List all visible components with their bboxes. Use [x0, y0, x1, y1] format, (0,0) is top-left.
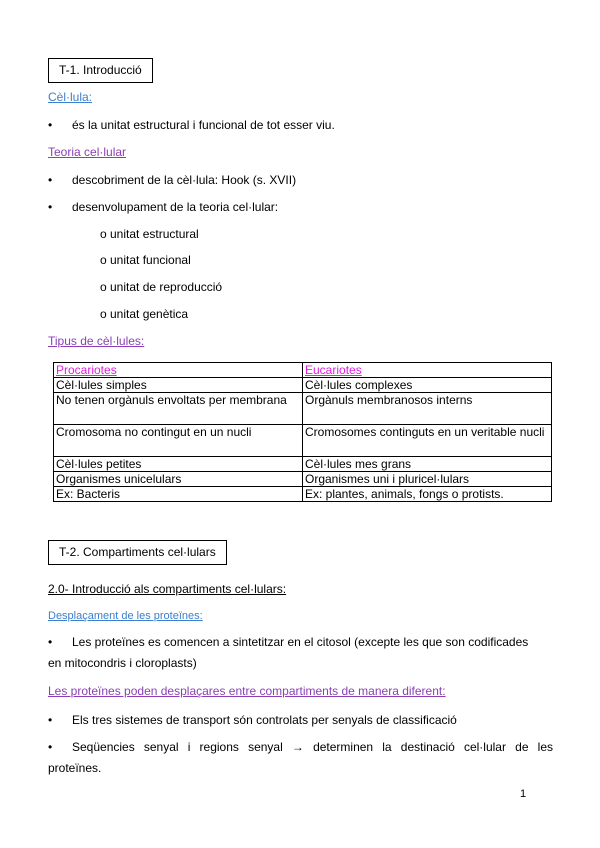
bullet-text: desenvolupament de la teoria cel·lular: [72, 200, 279, 214]
table-row [54, 472, 552, 487]
bullet-text-line2: proteïnes. [48, 761, 102, 775]
bullet-marker: • [48, 740, 53, 754]
section-title-t2: T-2. Compartiments cel·lulars [59, 545, 216, 559]
table-cell: Cèl·lules petites [54, 457, 303, 472]
sub-item-functional: o unitat funcional [100, 253, 191, 267]
bullet-text: descobriment de la cèl·lula: Hook (s. XVII) [72, 173, 297, 187]
table-cell: Cromosomes continguts en un veritable nucli [303, 425, 552, 457]
section-title-box-t1 [48, 58, 153, 83]
heading-protein-movement: Les proteïnes poden desplaçares entre compartiments de manera diferent: [48, 684, 446, 698]
bullet-text-line2: en mitocondris i cloroplasts) [48, 656, 197, 670]
table-cell: Organismes unicelulars [54, 472, 303, 487]
table-cell: Orgànuls membranosos interns [303, 393, 552, 425]
sub-item-reproduction: o unitat de reproducció [100, 280, 223, 294]
table-row [54, 487, 552, 502]
header-eukaryotes: Eucariotes [303, 363, 552, 378]
table-cell: Organismes uni i pluricel·lulars [303, 472, 552, 487]
bullet-theory-discovery [48, 172, 568, 188]
bullet-theory-development [48, 199, 568, 215]
bullet-text-line1: Seqüencies senyal i regions senyal → determinen la destinació cel·lular de les [72, 740, 553, 754]
heading-cell: Cèl·lula: [48, 90, 93, 104]
table-cell: No tenen orgànuls envoltats per membrana [54, 393, 303, 425]
bullet-protein-synthesis [48, 632, 568, 674]
heading-protein-displacement: Desplaçament de les proteïnes: [48, 610, 203, 622]
table-row [54, 425, 552, 457]
bullet-transport-systems [48, 712, 568, 728]
table-row [54, 457, 552, 472]
table-cell: Cèl·lules complexes [303, 378, 552, 393]
bullet-marker: • [48, 713, 53, 727]
bullet-signal-sequences [48, 737, 553, 779]
table-cell: Ex: Bacteris [54, 487, 303, 502]
heading-section-2-0: 2.0- Introducció als compartiments cel·lulars: [48, 582, 287, 596]
bullet-marker: • [48, 200, 53, 214]
section-title-box-t2 [48, 540, 227, 565]
bullet-cell-definition [48, 117, 568, 133]
cell-types-table [53, 362, 552, 502]
heading-cell-theory: Teoria cel·lular [48, 145, 127, 159]
header-prokaryotes: Procariotes [54, 363, 303, 378]
table-cell: Cèl·lules mes grans [303, 457, 552, 472]
bullet-marker: • [48, 635, 53, 649]
section-title-t1: T-1. Introducció [59, 63, 142, 77]
bullet-text-line1: Les proteïnes es comencen a sintetitzar en el citosol (excepte les que son codificades [72, 635, 529, 649]
table-cell: Cromosoma no contingut en un nucli [54, 425, 303, 457]
table-cell: Ex: plantes, animals, fongs o protists. [303, 487, 552, 502]
table-row [54, 378, 552, 393]
sub-item-genetic: o unitat genètica [100, 307, 189, 321]
table-cell: Cèl·lules simples [54, 378, 303, 393]
heading-cell-types: Tipus de cèl·lules: [48, 334, 145, 348]
table-header-row [54, 363, 552, 378]
bullet-marker: • [48, 118, 53, 132]
bullet-marker: • [48, 173, 53, 187]
bullet-text: Els tres sistemes de transport són controlats per senyals de classificació [72, 713, 457, 727]
sub-item-structural: o unitat estructural [100, 227, 199, 241]
page-number: 1 [520, 788, 527, 800]
table-row [54, 393, 552, 425]
bullet-text: és la unitat estructural i funcional de tot esser viu. [72, 118, 335, 132]
